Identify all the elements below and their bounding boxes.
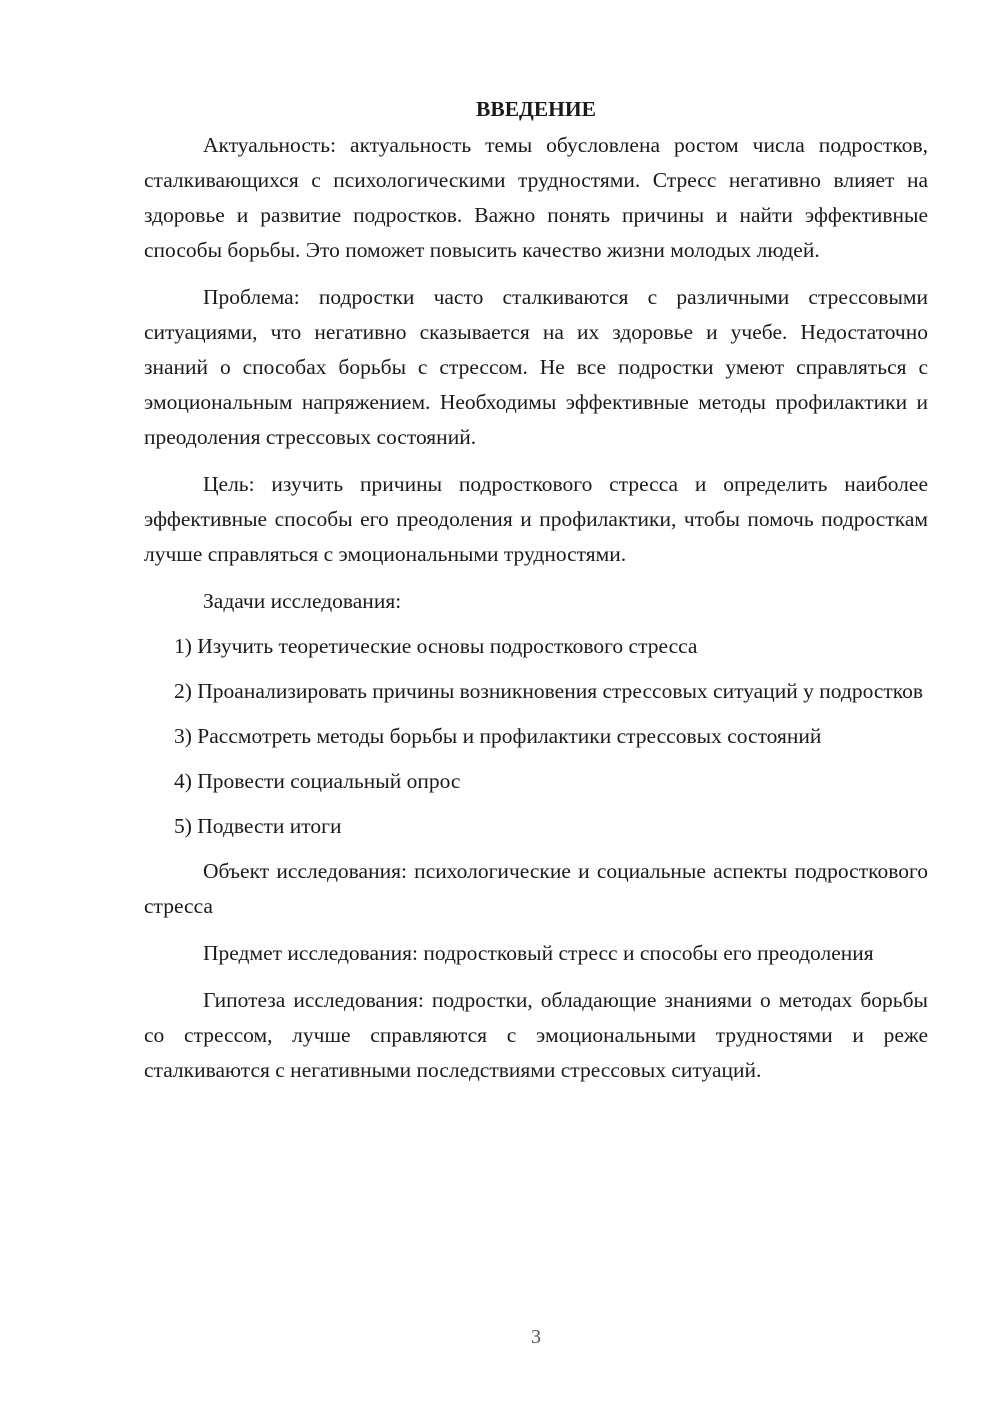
tasks-list: [144, 629, 928, 844]
paragraph-relevance: Актуальность: актуальность темы обусловлена ростом числа подростков, сталкивающихся с психологическими трудностями. Стресс негативно влияет на здоровье и развитие подростков. Важно понять причины и найти эффективные способы борьбы. Это поможет повысить качество жизни молодых людей.: [144, 133, 928, 262]
paragraph-subject: Предмет исследования: подростковый стресс и способы его преодоления: [203, 941, 874, 965]
section-heading: ВВЕДЕНИЕ: [476, 97, 596, 121]
paragraph-problem: Проблема: подростки часто сталкиваются с различными стрессовыми ситуациями, что негативно сказывается на их здоровье и учебе. Недостаточно знаний о способах борьбы с стрессом. Не все подростки умеют справляться с эмоциональным напряжением. Необходимы эффективные методы профилактики и преодоления стрессовых состояний.: [144, 285, 928, 449]
paragraph-object: Объект исследования: психологические и социальные аспекты подросткового стресса: [144, 859, 928, 918]
document-page: [144, 92, 928, 1100]
tasks-title: Задачи исследования:: [203, 589, 402, 613]
list-item: 4) Провести социальный опрос: [174, 769, 461, 793]
list-item: 1) Изучить теоретические основы подросткового стресса: [174, 634, 698, 658]
list-item: 5) Подвести итоги: [174, 814, 342, 838]
page-number: 3: [531, 1326, 541, 1348]
paragraph-hypothesis: Гипотеза исследования: подростки, обладающие знаниями о методах борьбы со стрессом, лучше справляются с эмоциональными трудностями и реже сталкиваются с негативными последствиями стрессовых ситуаций.: [144, 988, 928, 1082]
list-item: 2) Проанализировать причины возникновения стрессовых ситуаций у подростков: [174, 679, 924, 703]
list-item: 3) Рассмотреть методы борьбы и профилактики стрессовых состояний: [174, 724, 822, 748]
paragraph-goal: Цель: изучить причины подросткового стресса и определить наиболее эффективные способы его преодоления и профилактики, чтобы помочь подросткам лучше справляться с эмоциональными трудностями.: [144, 472, 928, 566]
